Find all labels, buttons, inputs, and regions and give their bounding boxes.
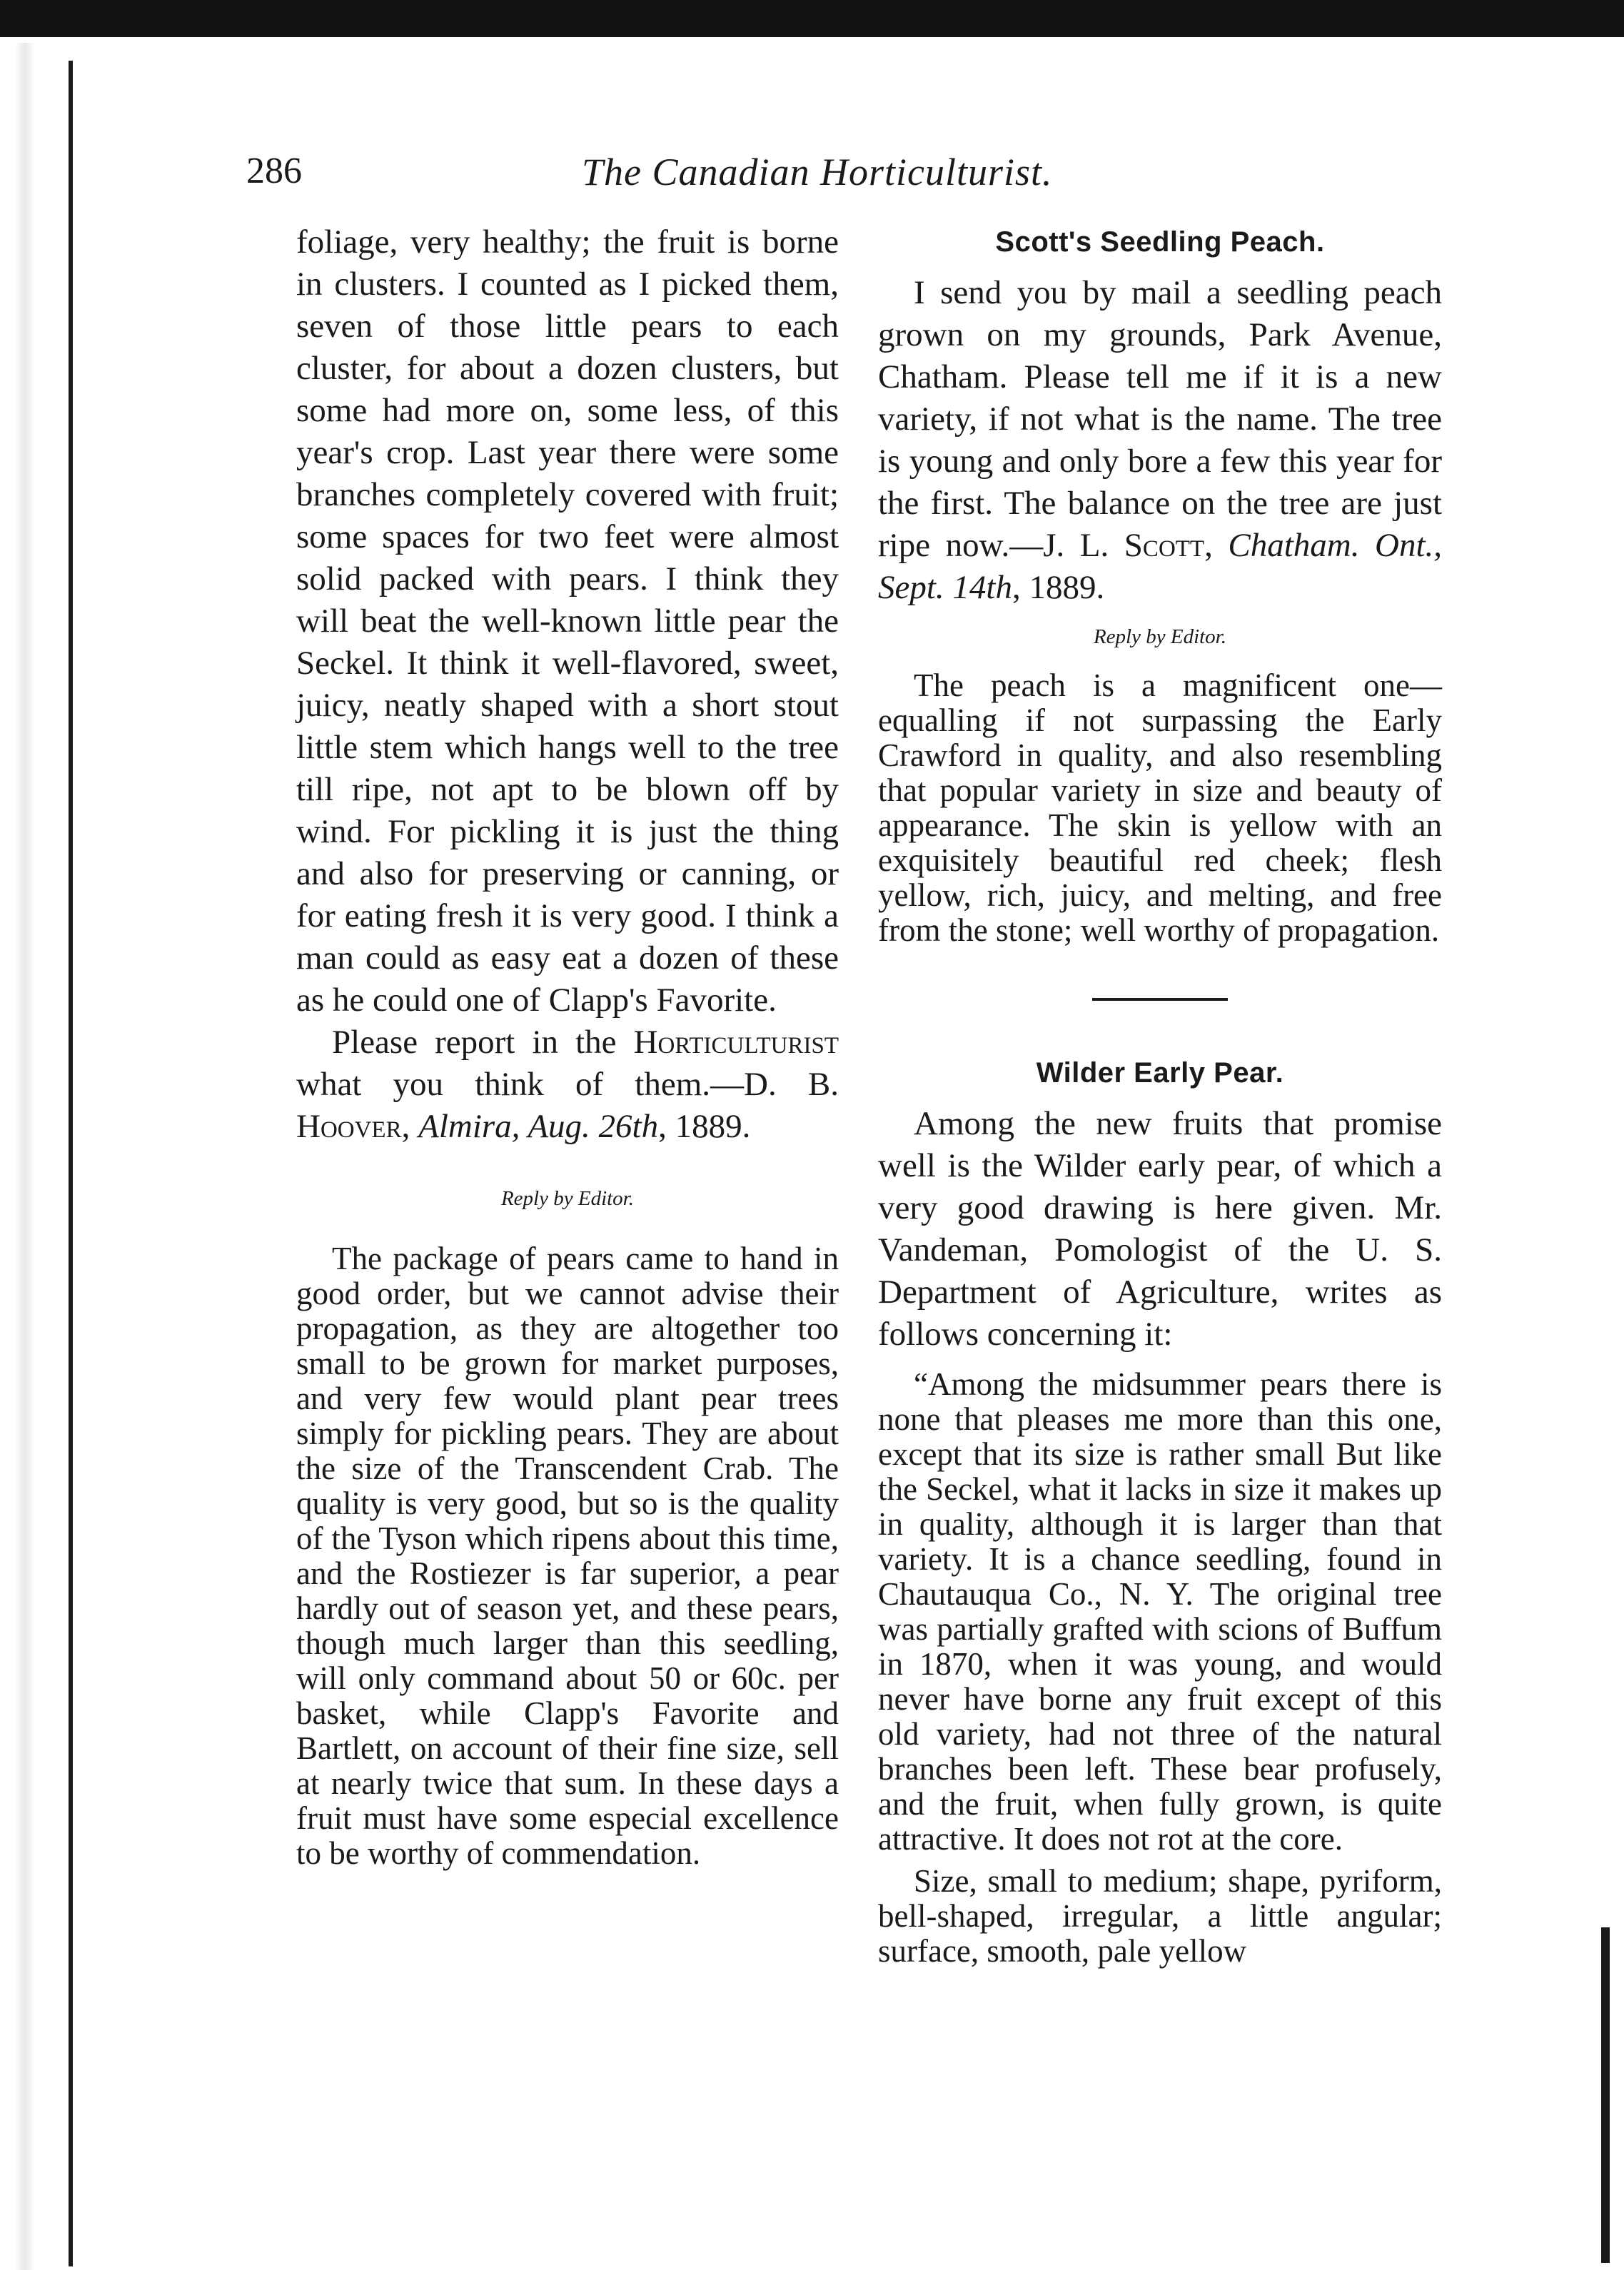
wilder-description-paragraph: Size, small to medium; shape, pyriform, bell-shaped, irregular, a little angular; surface, smooth, pale yellow <box>878 1863 1442 1969</box>
signoff-text-mid: what you think of them.—D. B. <box>296 1066 839 1103</box>
wilder-early-pear-heading: Wilder Early Pear. <box>1036 1057 1284 1089</box>
scan-right-border-line <box>1601 1927 1610 2263</box>
page-number: 286 <box>246 151 302 191</box>
scott-editor-reply: The peach is a magnificent one—equalling if not surpassing the Early Crawford in quality, and also resembling that popular variety in size and beauty of appearance. The skin is yellow with an exquisitely beautiful red cheek; flesh yellow, rich, juicy, and melting, and free from the stone; well worthy of propagation. <box>878 667 1442 948</box>
editor-reply-paragraph: The package of pears came to hand in good order, but we cannot advise their propagation, as they are altogether too small to be grown for market purposes, and very few would plant pear trees simply for pickling pears. They are about the size of the Transcendent Crab. The quality is very good, but so is the quality of the Tyson which ripens about this time, and the Rostiezer is far superior, a pear hardly out of season yet, and these pears, though much larger than this seedling, will only command about 50 or 60c. per basket, while Clapp's Favorite and Bartlett, on account of their fine size, sell at nearly twice that sum. In these days a fruit must have some especial excellence to be worthy of commendation. <box>296 1241 839 1871</box>
running-title: The Canadian Horticulturist. <box>582 151 1053 193</box>
scott-separator: , <box>1204 527 1229 564</box>
scott-author-name: Scott <box>1124 527 1205 564</box>
scott-place-date: Chatham. Ont., Sept. 14th <box>878 527 1442 606</box>
scan-left-margin <box>0 43 50 2270</box>
signoff-separator: , <box>401 1108 419 1145</box>
scott-letter-text: I send you by mail a seedling peach grown on my grounds, Park Avenue, Chatham. Please tell me if it is a new variety, if not what is the name. The tree is young and only bore a few this year for the first. The balance on the tree are just ripe now.—J. L. <box>878 274 1442 564</box>
page-header <box>246 150 1460 207</box>
author-place-date: Almira, Aug. 26th <box>418 1108 659 1145</box>
signoff-text-start: Please report in the <box>332 1024 634 1061</box>
author-name: Hoover <box>296 1108 402 1145</box>
scott-reply-label: Reply by Editor. <box>1093 625 1227 648</box>
journal-name: Horticulturist <box>633 1024 839 1061</box>
reply-by-editor-label: Reply by Editor. <box>500 1187 635 1210</box>
signoff-year: , 1889. <box>658 1108 751 1145</box>
scan-top-border <box>0 0 1624 37</box>
hoover-letter-signoff <box>296 1021 839 1148</box>
scott-seedling-peach-heading: Scott's Seedling Peach. <box>995 226 1325 258</box>
wilder-quote-paragraph: “Among the midsummer pears there is none that pleases me more than this one, except that its size is rather small But like the Seckel, what it lacks in size it makes up in quality, although it is larger than that variety. It is a chance seedling, found in Chautauqua Co., N. Y. The original tree was partially grafted with scions of Buffum in 1870, when it was young, and would never have borne any fruit except of this old variety, had not three of the natural branches been left. These bear profusely, and the fruit, when fully grown, is quite attractive. It does not rot at the core. <box>878 1366 1442 1857</box>
wilder-intro-paragraph: Among the new fruits that promise well is the Wilder early pear, of which a very good drawing is here given. Mr. Vandeman, Pomologist of the U. S. Department of Agriculture, writes as follows concerning it: <box>878 1105 1442 1353</box>
right-column <box>878 221 1442 1969</box>
section-divider <box>1092 998 1228 1001</box>
hoover-letter-paragraph: foliage, very healthy; the fruit is borne in clusters. I counted as I picked them, seven of those little pears to each cluster, for about a dozen clusters, but some had more on, some less, of this year's crop. Last year there were some branches completely covered with fruit; some spaces for two feet were almost solid packed with pears. I think they will beat the well-known little pear the Seckel. It think it well-flavored, sweet, juicy, neatly shaped with a short stout little stem which hangs well to the tree till ripe, not apt to be blown off by wind. For pickling it is just the thing and also for preserving or canning, or for eating fresh it is very good. I think a man could as easy eat a dozen of these as he could one of Clapp's Favorite. <box>296 223 839 1019</box>
scott-year: , 1889. <box>1012 569 1105 606</box>
left-column <box>296 221 839 1871</box>
scott-letter-paragraph <box>878 272 1442 609</box>
scan-left-border-line <box>69 61 73 2266</box>
